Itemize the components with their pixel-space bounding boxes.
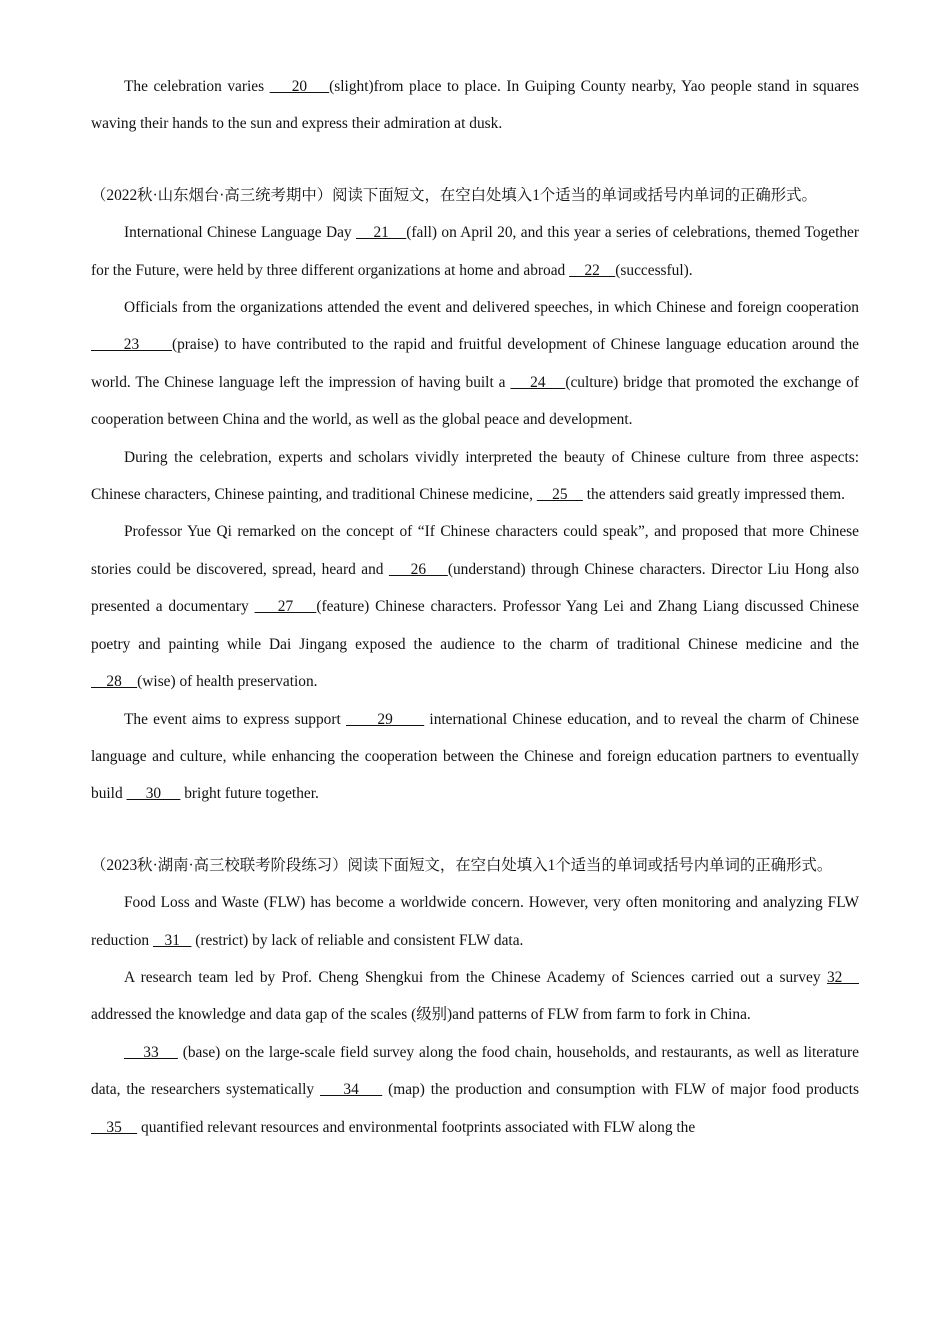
text: (map) the production and consumption with FLW of major food products <box>382 1081 860 1099</box>
blank-21: 21 <box>355 224 407 242</box>
text: During the celebration, experts and scholars vividly interpreted the beauty of Chinese culture from three aspects: Chinese characters, Chinese painting, and traditional Chinese medicine, <box>91 448 859 504</box>
blank-28: 28 <box>91 673 138 691</box>
text: addressed the knowledge and data gap of the scales (级别)and patterns of FLW from farm to fork in China. <box>91 1006 751 1024</box>
text: international Chinese education, and to reveal the charm of Chinese language and culture, while enhancing the cooperation between the Chinese and foreign education partners to eventually build <box>91 710 859 803</box>
blank-26: 26 <box>388 560 448 578</box>
paragraph-29-30 <box>91 701 859 813</box>
text: (slight)from place to place. In Guiping County nearby, Yao people stand in squares waving their hands to the sun and express their admiration at dusk. <box>91 78 859 133</box>
paragraph-33-35 <box>91 1034 859 1146</box>
blank-31: 31 <box>152 931 192 949</box>
text: (culture) bridge that promoted the exchange of cooperation between China and the world, as well as the global peace and development. <box>91 373 860 429</box>
text: the attenders said greatly impressed them. <box>582 486 845 504</box>
paragraph-26-28 <box>91 513 859 700</box>
blank-27: 27 <box>254 598 317 616</box>
paragraph-20 <box>91 68 859 143</box>
text: bright future together. <box>180 785 319 803</box>
text: International Chinese Language Day <box>124 224 356 242</box>
blank-34: 34 <box>319 1081 383 1099</box>
text: (fall) on April 20, and this year a series of celebrations, themed Together for the Future, were held by three different organizations at home and abroad <box>91 224 859 279</box>
section-heading-hunan: （2023秋·湖南·高三校联考阶段练习）阅读下面短文，在空白处填入1个适当的单词或括号内单词的正确形式。 <box>91 856 833 874</box>
blank-23: 23 <box>91 336 172 354</box>
blank-33: 33 <box>124 1043 178 1061</box>
text: quantified relevant resources and environmental footprints associated with FLW along the <box>137 1118 696 1136</box>
blank-30: 30 <box>126 785 181 803</box>
blank-35: 35 <box>91 1118 138 1136</box>
text: The celebration varies <box>124 78 270 95</box>
paragraph-25 <box>91 439 859 514</box>
paragraph-32 <box>91 959 859 1034</box>
text: (wise) of health preservation. <box>137 673 318 691</box>
text: A research team led by Prof. Cheng Shengkui from the Chinese Academy of Sciences carried out a survey <box>124 968 827 986</box>
paragraph-23-24 <box>91 289 859 439</box>
text: Food Loss and Waste (FLW) has become a worldwide concern. However, very often monitoring and analyzing FLW reduction <box>91 894 859 949</box>
text: (understand) through Chinese characters. Director Liu Hong also presented a documentary <box>91 560 860 616</box>
section-heading-yantai: （2022秋·山东烟台·高三统考期中）阅读下面短文，在空白处填入1个适当的单词或括号内单词的正确形式。 <box>91 186 817 204</box>
document-page <box>91 68 859 1146</box>
paragraph-31 <box>91 884 859 959</box>
text: (base) on the large-scale field survey along the food chain, households, and restaurants, as well as literature data, the researchers systematically <box>91 1043 859 1099</box>
text: (successful). <box>615 261 693 279</box>
text: Professor Yue Qi remarked on the concept of “If Chinese characters could speak”, and proposed that more Chinese stories could be discovered, spread, heard and <box>91 523 859 578</box>
blank-25: 25 <box>536 486 583 504</box>
blank-24: 24 <box>510 373 566 391</box>
text: (praise) to have contributed to the rapid and fruitful development of Chinese language education around the world. The Chinese language left the impression of having built a <box>91 336 860 391</box>
text: The event aims to express support <box>124 710 347 728</box>
paragraph-21-22 <box>91 214 859 289</box>
blank-32: 32 <box>826 968 859 986</box>
text: (restrict) by lack of reliable and consistent FLW data. <box>191 931 524 949</box>
text: Officials from the organizations attended the event and delivered speeches, in which Chinese and foreign cooperation <box>124 299 859 317</box>
blank-29: 29 <box>346 710 425 728</box>
text: (feature) Chinese characters. Professor Yang Lei and Zhang Liang discussed Chinese poetry and painting while Dai Jingang exposed the audience to the charm of traditional Chinese medicine and the <box>91 598 859 653</box>
blank-22: 22 <box>569 261 616 279</box>
blank-20: 20 <box>269 78 330 95</box>
